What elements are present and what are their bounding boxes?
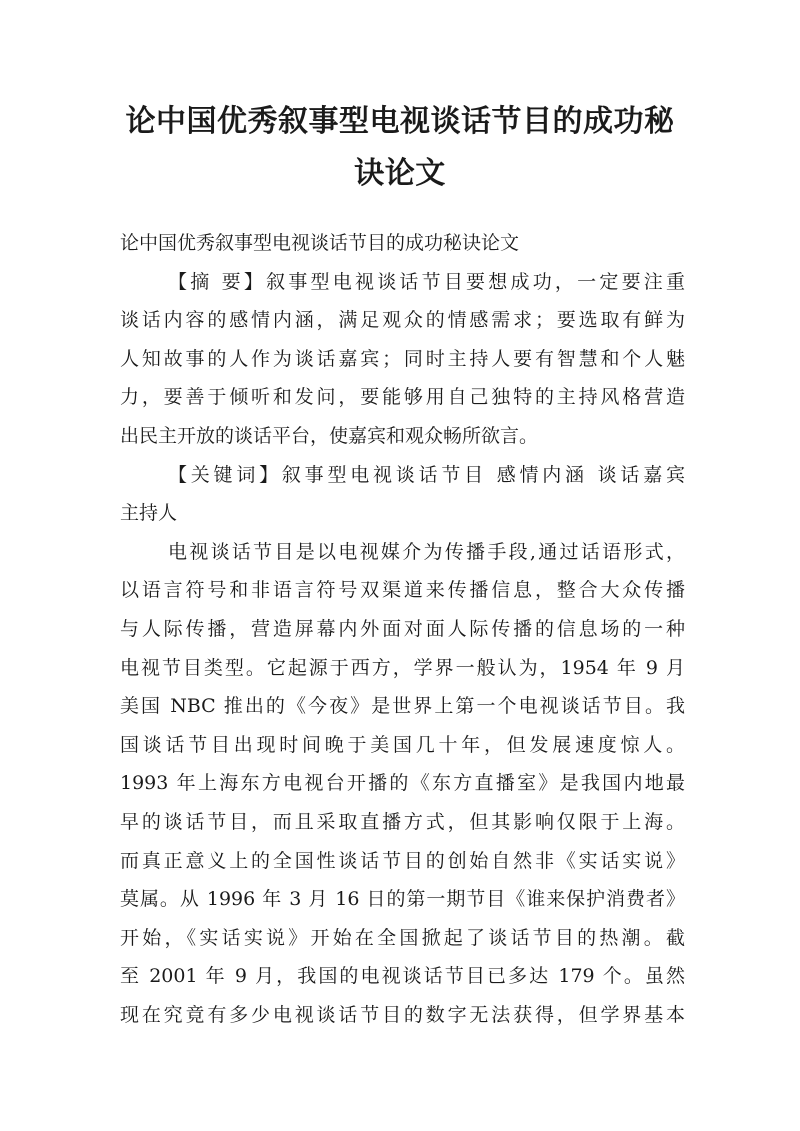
paragraph-line: 莫属。从 1996 年 3 月 16 日的第一期节目《谁来保护消费者》 <box>120 888 685 911</box>
paragraph-line: 现在究竟有多少电视谈话节目的数字无法获得，但学界基本 <box>120 1003 685 1026</box>
paragraph-line: 开始，《实话实说》开始在全国掀起了谈话节目的热潮。截 <box>120 926 685 949</box>
document-body <box>120 224 685 1034</box>
abstract-line: 【摘 要】叙事型电视谈话节目要想成功，一定要注重 <box>168 270 685 293</box>
paragraph-line: 美国 NBC 推出的《今夜》是世界上第一个电视谈话节目。我 <box>120 695 685 718</box>
paragraph-line: 而真正意义上的全国性谈话节目的创始自然非《实话实说》 <box>120 849 685 872</box>
abstract-line: 谈话内容的感情内涵，满足观众的情感需求；要选取有鲜为 <box>120 309 685 332</box>
abstract-line: 力，要善于倾听和发问，要能够用自己独特的主持风格营造 <box>120 386 685 409</box>
paragraph-line: 以语言符号和非语言符号双渠道来传播信息，整合大众传播 <box>120 579 685 602</box>
paragraph-line: 1993 年上海东方电视台开播的《东方直播室》是我国内地最 <box>120 772 685 795</box>
paragraph-line: 国谈话节目出现时间晚于美国几十年，但发展速度惊人。 <box>120 733 685 756</box>
document-title <box>100 96 700 200</box>
subtitle-line: 论中国优秀叙事型电视谈话节目的成功秘诀论文 <box>120 232 520 254</box>
paragraph-line: 早的谈话节目，而且采取直播方式，但其影响仅限于上海。 <box>120 810 685 833</box>
keywords-line: 主持人 <box>120 502 178 525</box>
paragraph-line: 至 2001 年 9 月，我国的电视谈话节目已多达 179 个。虽然 <box>120 965 685 988</box>
paragraph-line: 电视节目类型。它起源于西方，学界一般认为，1954 年 9 月 <box>120 656 685 679</box>
abstract-line: 人知故事的人作为谈话嘉宾；同时主持人要有智慧和个人魅 <box>120 347 685 370</box>
abstract-line: 出民主开放的谈话平台，使嘉宾和观众畅所欲言。 <box>120 424 539 447</box>
title-line-1: 论中国优秀叙事型电视谈话节目的成功秘 <box>125 104 675 139</box>
keywords-line: 【关键词】叙事型电视谈话节目 感情内涵 谈话嘉宾 <box>168 463 685 486</box>
title-line-2: 诀论文 <box>354 156 446 191</box>
paragraph-line: 与人际传播，营造屏幕内外面对面人际传播的信息场的一种 <box>120 617 685 640</box>
paragraph-line: 电视谈话节目是以电视媒介为传播手段,通过话语形式， <box>168 540 685 563</box>
